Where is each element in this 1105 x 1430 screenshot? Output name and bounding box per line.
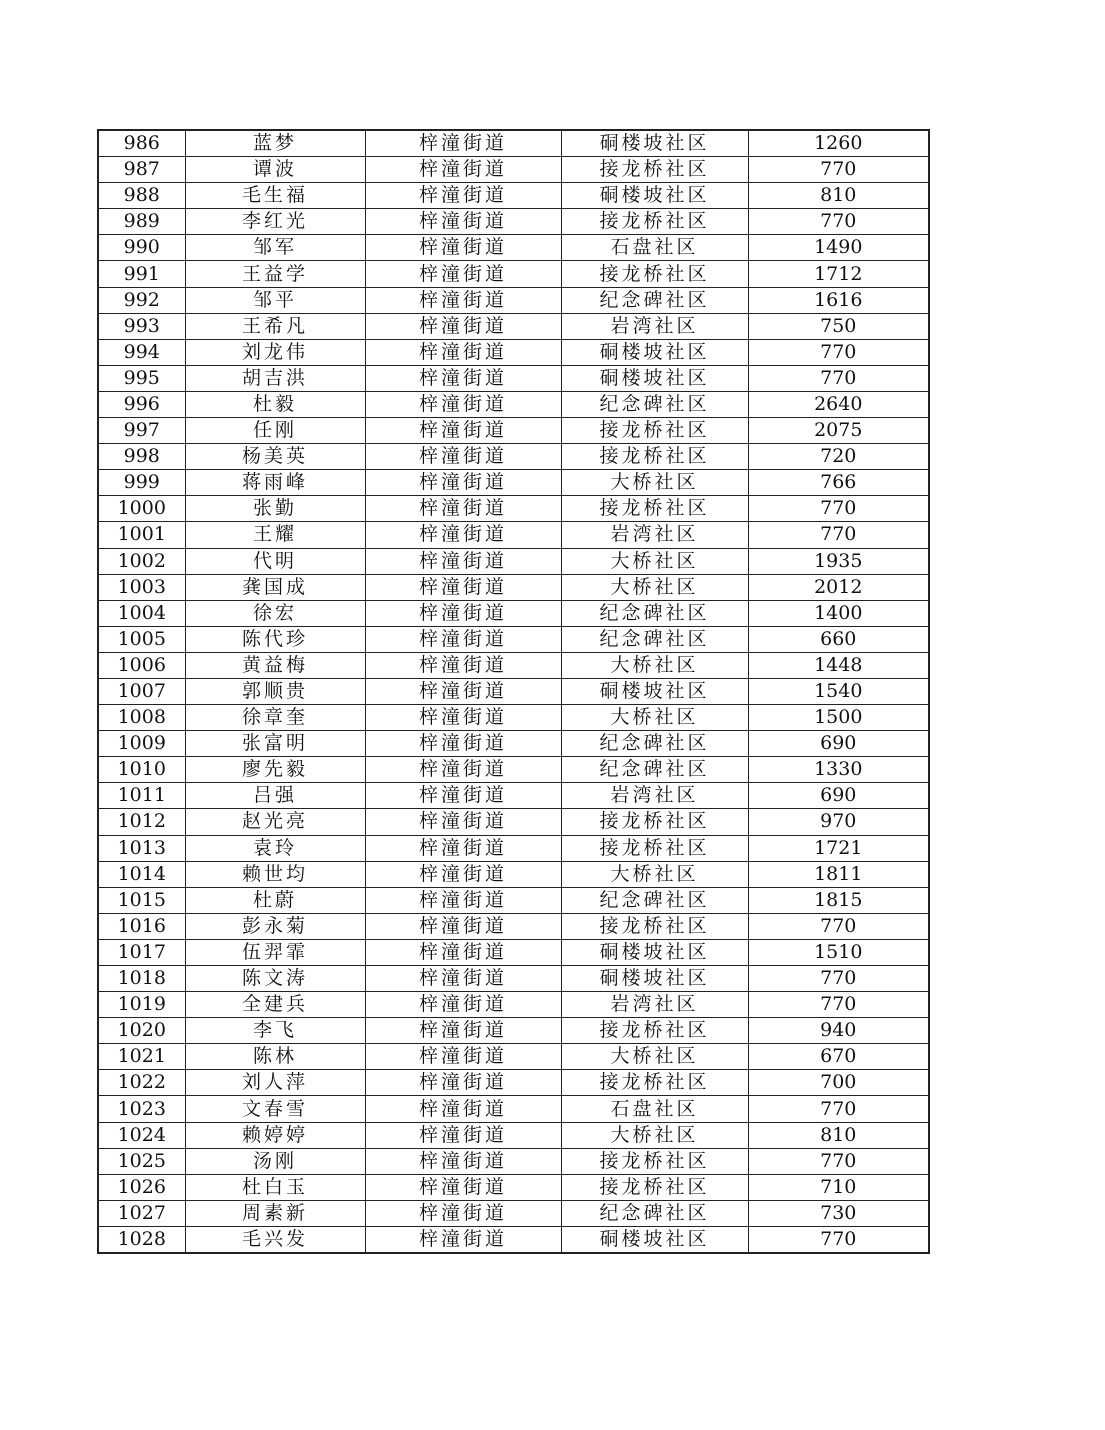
cell-street: 梓潼街道 <box>365 391 561 417</box>
cell-community: 大桥社区 <box>561 1122 748 1148</box>
cell-name: 王益学 <box>185 261 365 287</box>
cell-number: 1024 <box>98 1122 185 1148</box>
table-row <box>98 600 929 626</box>
cell-community: 岩湾社区 <box>561 783 748 809</box>
cell-amount: 710 <box>748 1174 929 1200</box>
cell-street: 梓潼街道 <box>365 1070 561 1096</box>
cell-street: 梓潼街道 <box>365 809 561 835</box>
cell-street: 梓潼街道 <box>365 992 561 1018</box>
cell-name: 吕强 <box>185 783 365 809</box>
cell-amount: 2012 <box>748 574 929 600</box>
cell-street: 梓潼街道 <box>365 157 561 183</box>
cell-street: 梓潼街道 <box>365 574 561 600</box>
cell-community: 接龙桥社区 <box>561 261 748 287</box>
cell-amount: 770 <box>748 365 929 391</box>
table-row <box>98 913 929 939</box>
table-row <box>98 652 929 678</box>
cell-name: 胡吉洪 <box>185 365 365 391</box>
table-row <box>98 287 929 313</box>
cell-name: 文春雪 <box>185 1096 365 1122</box>
table-row <box>98 548 929 574</box>
cell-name: 邹军 <box>185 235 365 261</box>
cell-community: 硐楼坡社区 <box>561 966 748 992</box>
cell-community: 岩湾社区 <box>561 522 748 548</box>
cell-name: 徐宏 <box>185 600 365 626</box>
cell-street: 梓潼街道 <box>365 966 561 992</box>
cell-amount: 1448 <box>748 652 929 678</box>
cell-community: 接龙桥社区 <box>561 1018 748 1044</box>
table-row <box>98 470 929 496</box>
cell-street: 梓潼街道 <box>365 1096 561 1122</box>
cell-name: 蓝梦 <box>185 130 365 157</box>
cell-community: 纪念碑社区 <box>561 626 748 652</box>
cell-number: 1008 <box>98 705 185 731</box>
cell-amount: 730 <box>748 1200 929 1226</box>
cell-name: 毛生福 <box>185 183 365 209</box>
cell-community: 硐楼坡社区 <box>561 1226 748 1253</box>
cell-community: 硐楼坡社区 <box>561 365 748 391</box>
cell-amount: 1490 <box>748 235 929 261</box>
cell-number: 1003 <box>98 574 185 600</box>
cell-community: 纪念碑社区 <box>561 731 748 757</box>
cell-amount: 1811 <box>748 861 929 887</box>
cell-name: 伍羿霏 <box>185 939 365 965</box>
cell-amount: 1510 <box>748 939 929 965</box>
cell-name: 代明 <box>185 548 365 574</box>
cell-street: 梓潼街道 <box>365 626 561 652</box>
cell-name: 张富明 <box>185 731 365 757</box>
table-row <box>98 678 929 704</box>
table-row <box>98 157 929 183</box>
table-row <box>98 209 929 235</box>
cell-community: 接龙桥社区 <box>561 496 748 522</box>
cell-amount: 770 <box>748 966 929 992</box>
cell-community: 硐楼坡社区 <box>561 183 748 209</box>
cell-name: 彭永菊 <box>185 913 365 939</box>
cell-community: 硐楼坡社区 <box>561 339 748 365</box>
table-row <box>98 235 929 261</box>
table-row <box>98 313 929 339</box>
table-row <box>98 966 929 992</box>
cell-amount: 770 <box>748 209 929 235</box>
cell-number: 1027 <box>98 1200 185 1226</box>
cell-street: 梓潼街道 <box>365 913 561 939</box>
table-row <box>98 130 929 157</box>
cell-number: 1022 <box>98 1070 185 1096</box>
table-row <box>98 1200 929 1226</box>
cell-number: 1018 <box>98 966 185 992</box>
table-row <box>98 261 929 287</box>
cell-number: 1020 <box>98 1018 185 1044</box>
cell-community: 硐楼坡社区 <box>561 130 748 157</box>
cell-number: 998 <box>98 444 185 470</box>
cell-amount: 970 <box>748 809 929 835</box>
table-body <box>98 130 929 1253</box>
cell-name: 汤刚 <box>185 1148 365 1174</box>
cell-number: 993 <box>98 313 185 339</box>
cell-number: 1025 <box>98 1148 185 1174</box>
cell-name: 陈文涛 <box>185 966 365 992</box>
cell-street: 梓潼街道 <box>365 496 561 522</box>
cell-amount: 1330 <box>748 757 929 783</box>
cell-number: 1006 <box>98 652 185 678</box>
cell-street: 梓潼街道 <box>365 1122 561 1148</box>
cell-number: 1019 <box>98 992 185 1018</box>
cell-number: 987 <box>98 157 185 183</box>
cell-amount: 1500 <box>748 705 929 731</box>
cell-street: 梓潼街道 <box>365 861 561 887</box>
cell-name: 任刚 <box>185 418 365 444</box>
cell-amount: 690 <box>748 731 929 757</box>
cell-amount: 770 <box>748 1096 929 1122</box>
cell-community: 大桥社区 <box>561 548 748 574</box>
cell-community: 石盘社区 <box>561 1096 748 1122</box>
cell-street: 梓潼街道 <box>365 783 561 809</box>
cell-street: 梓潼街道 <box>365 887 561 913</box>
cell-number: 986 <box>98 130 185 157</box>
cell-number: 996 <box>98 391 185 417</box>
cell-street: 梓潼街道 <box>365 548 561 574</box>
cell-amount: 1712 <box>748 261 929 287</box>
cell-community: 岩湾社区 <box>561 992 748 1018</box>
cell-amount: 1721 <box>748 835 929 861</box>
cell-amount: 766 <box>748 470 929 496</box>
cell-street: 梓潼街道 <box>365 835 561 861</box>
table-row <box>98 1044 929 1070</box>
cell-number: 1015 <box>98 887 185 913</box>
cell-amount: 1616 <box>748 287 929 313</box>
table-row <box>98 522 929 548</box>
table-row <box>98 444 929 470</box>
cell-amount: 770 <box>748 1148 929 1174</box>
table-row <box>98 1122 929 1148</box>
cell-amount: 1815 <box>748 887 929 913</box>
table-row <box>98 992 929 1018</box>
cell-community: 大桥社区 <box>561 1044 748 1070</box>
cell-number: 992 <box>98 287 185 313</box>
cell-number: 1007 <box>98 678 185 704</box>
table-row <box>98 1018 929 1044</box>
cell-community: 大桥社区 <box>561 574 748 600</box>
cell-number: 999 <box>98 470 185 496</box>
cell-number: 1001 <box>98 522 185 548</box>
cell-amount: 810 <box>748 1122 929 1148</box>
cell-number: 990 <box>98 235 185 261</box>
cell-street: 梓潼街道 <box>365 1200 561 1226</box>
table-row <box>98 1096 929 1122</box>
cell-amount: 2640 <box>748 391 929 417</box>
table-row <box>98 496 929 522</box>
cell-name: 赖婷婷 <box>185 1122 365 1148</box>
cell-name: 袁玲 <box>185 835 365 861</box>
cell-community: 接龙桥社区 <box>561 809 748 835</box>
cell-amount: 1935 <box>748 548 929 574</box>
table-row <box>98 939 929 965</box>
cell-community: 接龙桥社区 <box>561 1148 748 1174</box>
table-row <box>98 705 929 731</box>
cell-name: 杜毅 <box>185 391 365 417</box>
cell-name: 刘人萍 <box>185 1070 365 1096</box>
cell-amount: 810 <box>748 183 929 209</box>
cell-number: 1000 <box>98 496 185 522</box>
cell-street: 梓潼街道 <box>365 183 561 209</box>
table-row <box>98 1148 929 1174</box>
cell-amount: 750 <box>748 313 929 339</box>
cell-street: 梓潼街道 <box>365 418 561 444</box>
table-row <box>98 861 929 887</box>
cell-number: 1011 <box>98 783 185 809</box>
cell-number: 1014 <box>98 861 185 887</box>
cell-name: 邹平 <box>185 287 365 313</box>
cell-community: 接龙桥社区 <box>561 444 748 470</box>
cell-street: 梓潼街道 <box>365 652 561 678</box>
cell-community: 纪念碑社区 <box>561 600 748 626</box>
cell-street: 梓潼街道 <box>365 522 561 548</box>
cell-amount: 770 <box>748 913 929 939</box>
cell-number: 1005 <box>98 626 185 652</box>
table-row <box>98 365 929 391</box>
cell-number: 995 <box>98 365 185 391</box>
cell-street: 梓潼街道 <box>365 1044 561 1070</box>
cell-name: 全建兵 <box>185 992 365 1018</box>
cell-street: 梓潼街道 <box>365 705 561 731</box>
table-row <box>98 835 929 861</box>
cell-street: 梓潼街道 <box>365 287 561 313</box>
cell-number: 1013 <box>98 835 185 861</box>
table-row <box>98 783 929 809</box>
cell-amount: 690 <box>748 783 929 809</box>
cell-name: 王希凡 <box>185 313 365 339</box>
cell-community: 接龙桥社区 <box>561 835 748 861</box>
cell-community: 纪念碑社区 <box>561 1200 748 1226</box>
cell-amount: 660 <box>748 626 929 652</box>
cell-street: 梓潼街道 <box>365 444 561 470</box>
cell-number: 991 <box>98 261 185 287</box>
cell-street: 梓潼街道 <box>365 939 561 965</box>
cell-name: 张勤 <box>185 496 365 522</box>
cell-name: 蒋雨峰 <box>185 470 365 496</box>
cell-number: 1021 <box>98 1044 185 1070</box>
cell-number: 988 <box>98 183 185 209</box>
cell-amount: 700 <box>748 1070 929 1096</box>
cell-street: 梓潼街道 <box>365 209 561 235</box>
cell-community: 接龙桥社区 <box>561 1174 748 1200</box>
table-row <box>98 731 929 757</box>
cell-community: 大桥社区 <box>561 705 748 731</box>
cell-street: 梓潼街道 <box>365 731 561 757</box>
cell-amount: 770 <box>748 339 929 365</box>
cell-amount: 770 <box>748 992 929 1018</box>
cell-community: 大桥社区 <box>561 861 748 887</box>
cell-name: 刘龙伟 <box>185 339 365 365</box>
cell-street: 梓潼街道 <box>365 1174 561 1200</box>
cell-street: 梓潼街道 <box>365 313 561 339</box>
cell-community: 硐楼坡社区 <box>561 939 748 965</box>
cell-amount: 1260 <box>748 130 929 157</box>
cell-community: 纪念碑社区 <box>561 757 748 783</box>
cell-name: 李红光 <box>185 209 365 235</box>
table-row <box>98 339 929 365</box>
cell-number: 1002 <box>98 548 185 574</box>
cell-amount: 770 <box>748 1226 929 1253</box>
cell-street: 梓潼街道 <box>365 235 561 261</box>
cell-street: 梓潼街道 <box>365 339 561 365</box>
cell-number: 1028 <box>98 1226 185 1253</box>
cell-name: 廖先毅 <box>185 757 365 783</box>
data-table <box>97 129 930 1254</box>
cell-number: 994 <box>98 339 185 365</box>
cell-amount: 1400 <box>748 600 929 626</box>
cell-amount: 770 <box>748 496 929 522</box>
cell-street: 梓潼街道 <box>365 757 561 783</box>
cell-number: 1010 <box>98 757 185 783</box>
table-row <box>98 1070 929 1096</box>
cell-name: 谭波 <box>185 157 365 183</box>
table-row <box>98 391 929 417</box>
cell-amount: 720 <box>748 444 929 470</box>
cell-name: 毛兴发 <box>185 1226 365 1253</box>
cell-name: 杜蔚 <box>185 887 365 913</box>
cell-community: 纪念碑社区 <box>561 287 748 313</box>
cell-community: 接龙桥社区 <box>561 1070 748 1096</box>
cell-name: 赖世均 <box>185 861 365 887</box>
cell-name: 陈林 <box>185 1044 365 1070</box>
cell-community: 纪念碑社区 <box>561 887 748 913</box>
cell-number: 1026 <box>98 1174 185 1200</box>
cell-name: 龚国成 <box>185 574 365 600</box>
cell-community: 纪念碑社区 <box>561 391 748 417</box>
cell-number: 1023 <box>98 1096 185 1122</box>
cell-community: 接龙桥社区 <box>561 157 748 183</box>
cell-name: 杜白玉 <box>185 1174 365 1200</box>
cell-community: 石盘社区 <box>561 235 748 261</box>
table-row <box>98 626 929 652</box>
cell-name: 杨美英 <box>185 444 365 470</box>
cell-street: 梓潼街道 <box>365 600 561 626</box>
cell-community: 大桥社区 <box>561 652 748 678</box>
cell-number: 1009 <box>98 731 185 757</box>
cell-name: 陈代珍 <box>185 626 365 652</box>
cell-name: 周素新 <box>185 1200 365 1226</box>
table-row <box>98 1174 929 1200</box>
cell-community: 接龙桥社区 <box>561 418 748 444</box>
cell-street: 梓潼街道 <box>365 365 561 391</box>
table-row <box>98 757 929 783</box>
cell-number: 1017 <box>98 939 185 965</box>
cell-street: 梓潼街道 <box>365 470 561 496</box>
cell-amount: 1540 <box>748 678 929 704</box>
table-row <box>98 809 929 835</box>
cell-community: 大桥社区 <box>561 470 748 496</box>
cell-number: 989 <box>98 209 185 235</box>
cell-street: 梓潼街道 <box>365 1148 561 1174</box>
table-row <box>98 418 929 444</box>
cell-street: 梓潼街道 <box>365 1018 561 1044</box>
cell-amount: 940 <box>748 1018 929 1044</box>
cell-name: 赵光亮 <box>185 809 365 835</box>
cell-number: 1004 <box>98 600 185 626</box>
cell-amount: 2075 <box>748 418 929 444</box>
cell-street: 梓潼街道 <box>365 261 561 287</box>
cell-number: 997 <box>98 418 185 444</box>
cell-amount: 770 <box>748 157 929 183</box>
cell-street: 梓潼街道 <box>365 678 561 704</box>
cell-amount: 670 <box>748 1044 929 1070</box>
cell-name: 徐章奎 <box>185 705 365 731</box>
cell-number: 1012 <box>98 809 185 835</box>
table-row <box>98 574 929 600</box>
cell-community: 接龙桥社区 <box>561 209 748 235</box>
table-row <box>98 1226 929 1253</box>
cell-street: 梓潼街道 <box>365 1226 561 1253</box>
cell-name: 王耀 <box>185 522 365 548</box>
cell-name: 李飞 <box>185 1018 365 1044</box>
cell-amount: 770 <box>748 522 929 548</box>
table-row <box>98 887 929 913</box>
cell-street: 梓潼街道 <box>365 130 561 157</box>
cell-name: 黄益梅 <box>185 652 365 678</box>
cell-number: 1016 <box>98 913 185 939</box>
cell-name: 郭顺贵 <box>185 678 365 704</box>
cell-community: 岩湾社区 <box>561 313 748 339</box>
table-row <box>98 183 929 209</box>
cell-community: 硐楼坡社区 <box>561 678 748 704</box>
cell-community: 接龙桥社区 <box>561 913 748 939</box>
